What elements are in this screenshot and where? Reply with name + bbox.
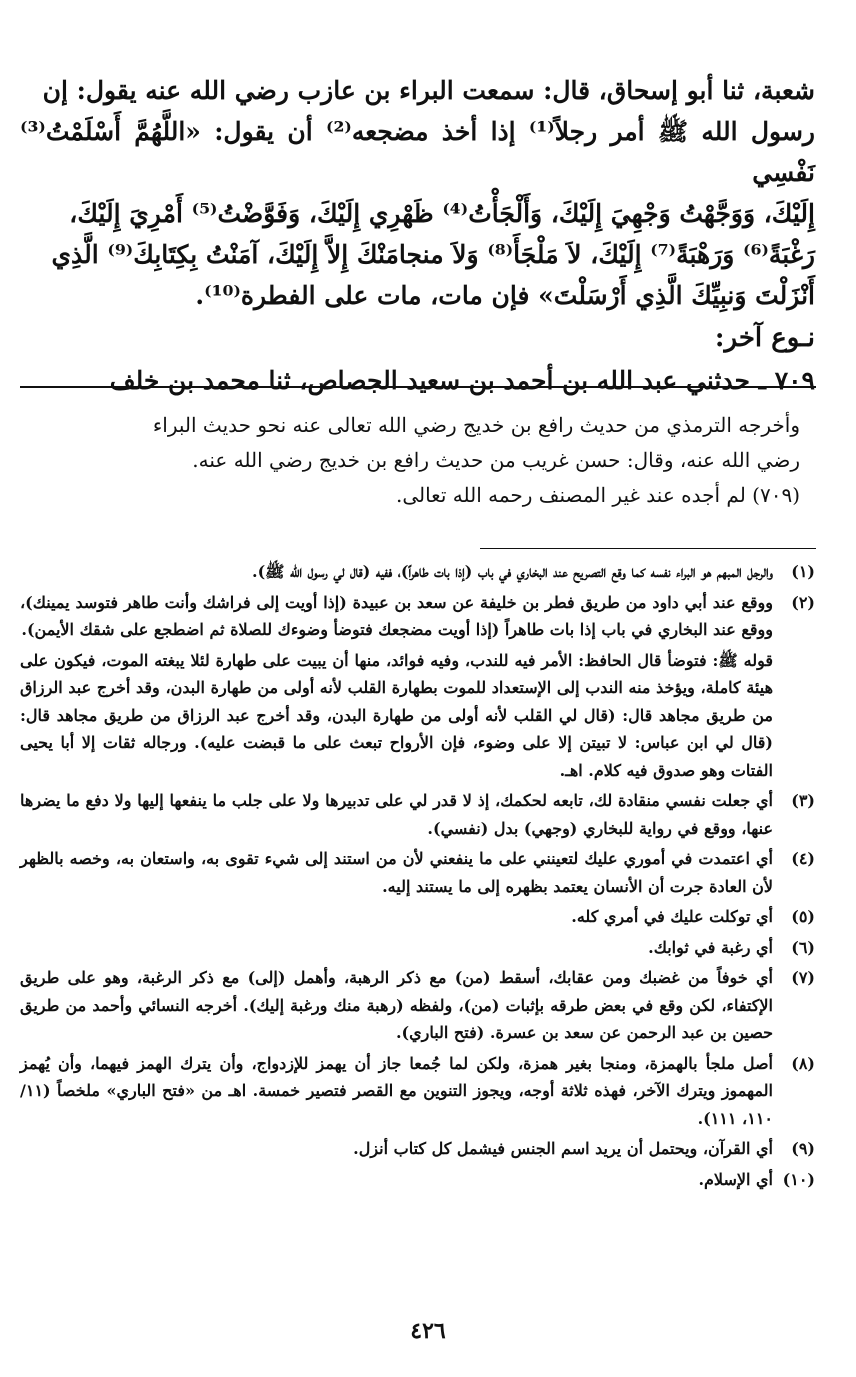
- main-line: إِلَيْكَ، وَوَجَّهْتُ وَجْهِيَ إِلَيْكَ، وَأَلْجَأْتُ⁽⁴⁾ ظَهْرِي إِلَيْكَ، وَفَوَّضْتُ⁽⁵⁾ أَمْرِيَ إِلَيْكَ،: [69, 199, 815, 228]
- footnote: [20, 1166, 815, 1194]
- footnote-divider: [480, 548, 816, 549]
- footnote-text: ووقع عند أبي داود من طريق فطر بن خليفة عن سعد بن عبيدة (إذا أويت إلى فراشك وأنت طاهر فتوسد يمينك)، ووقع عند البخاري في باب إذا بات طاهراً (إذا أويت مضجعك فتوضأ وضوءك للصلاة ثم اضطجع على شقك الأيمن).: [20, 592, 773, 639]
- footnote: [20, 845, 815, 900]
- footnote-text: أي القرآن، ويحتمل أن يريد اسم الجنس فيشمل كل كتاب أنزل.: [353, 1139, 773, 1158]
- footnote: [20, 1050, 815, 1133]
- footnote-number: (١): [791, 562, 815, 581]
- footnote: [20, 903, 815, 931]
- footnote: [20, 1135, 815, 1163]
- footnote-continuation: [20, 647, 815, 785]
- footnotes: [20, 558, 815, 1196]
- takhrij-line: وأخرجه الترمذي من حديث رافع بن خديج رضي الله تعالى عنه نحو حديث البراء: [152, 413, 800, 437]
- footnote-text: أي خوفاً من غضبك ومن عقابك، أسقط (من) مع ذكر الرهبة، وأهمل (إلى) مع ذكر الرغبة، وهو على طريق الإكتفاء، لكن وقع في بعض طرقه بإثبات (من)، ولفظه (رهبة منك ورغبة إليك). أخرجه النسائي وأحمد من طريق حصين بن عبد الرحمن عن سعد بن عسرة. (فتح الباري).: [20, 968, 773, 1042]
- footnote-text: أي الإسلام.: [698, 1169, 773, 1189]
- footnote: [20, 787, 815, 842]
- footnote-number: (٧): [791, 968, 815, 987]
- footnote-text: والرجل المبهم هو البراء نفسه كما وقع التصريح عند البخاري في باب (إذا بات طاهراً)، ففيه (قال لي رسول الله ﷺ).: [252, 562, 773, 581]
- takhrij-line: (٧٠٩) لم أجده عند غير المصنف رحمه الله تعالى.: [395, 483, 800, 507]
- footnote: [20, 558, 815, 586]
- footnote-text: أي رغبة في ثوابك.: [648, 937, 773, 957]
- main-line: رَغْبَةً⁽⁶⁾ وَرَهْبَةً⁽⁷⁾ إِلَيْكَ، لاَ مَلْجَأَ⁽⁸⁾ وَلاَ منجامَنْكَ إِلاَّ إِلَيْكَ، آمَنْتُ بِكِتَابِكَ⁽⁹⁾ الَّذِي: [51, 240, 815, 269]
- footnote-number: (٤): [791, 849, 815, 868]
- footnote-number: (٣): [791, 791, 815, 810]
- footnote-number: (١٠): [782, 1169, 815, 1189]
- footnote-text: أي توكلت عليك في أمري كله.: [571, 907, 773, 926]
- main-line: رسول الله ﷺ أمر رجلاً⁽¹⁾ إذا أخذ مضجعه⁽²⁾ أن يقول: «اللَّهُمَّ أَسْلَمْتُ⁽³⁾ نَفْسِي: [20, 117, 815, 187]
- takhrij-line: رضي الله عنه، وقال: حسن غريب من حديث رافع بن خديج رضي الله عنه.: [192, 448, 800, 472]
- hadith-line: ٧٠٩ ـ حدثني عبد الله بن أحمد بن سعيد الجصاص، ثنا محمد بن خلف: [109, 366, 815, 395]
- footnote-number: (٥): [791, 907, 815, 926]
- main-text: [20, 70, 815, 404]
- divider-full: [20, 386, 816, 388]
- footnote: [20, 934, 815, 962]
- footnote-text: أي جعلت نفسي منقادة لك، تابعه لحكمك، إذ لا قدر لي على تدبيرها ولا على جلب ما ينفعها إليها ولا دفع ما يضرها عنها، ووقع في رواية للبخاري (وجهي) بدل (نفسي).: [20, 791, 773, 838]
- footnote-number: (٢): [791, 592, 815, 612]
- footnote: [20, 589, 815, 644]
- page-number: ٤٢٦: [410, 1318, 446, 1344]
- section-heading: نـوع آخر:: [714, 323, 815, 353]
- main-line: أَنْزَلْتَ وَنبِيِّكَ الَّذِي أَرْسَلْتَ» فإن مات، مات على الفطرة⁽¹⁰⁾.: [195, 281, 815, 310]
- takhrij-block: [40, 408, 800, 513]
- footnote-number: (٩): [791, 1139, 815, 1158]
- main-line: شعبة، ثنا أبو إسحاق، قال: سمعت البراء بن عازب رضي الله عنه يقول: إن: [42, 76, 815, 105]
- footnote-number: (٨): [791, 1053, 815, 1073]
- footnote-text: أي اعتمدت في أموري عليك لتعينني على ما ينفعني لأن من استند إلى شيء تقوى به، واستعان به، وخصه بالظهر لأن العادة جرت أن الأنسان يعتمد بظهره إلى ما يستند إليه.: [20, 849, 773, 896]
- footnote-text: أصل ملجأ بالهمزة، ومنجا بغير همزة، ولكن لما جُمعا جاز أن يهمز للإزدواج، وأن يترك الهمز فيهما، وأن يُهمز المهموز ويترك الآخر، فهذه ثلاثة أوجه، ويجوز التنوين مع القصر فتصير خمسة. اهـ من «فتح الباري» ملخصاً (١١/ ١١٠، ١١١).: [20, 1053, 774, 1128]
- footnote-number: (٦): [791, 937, 815, 957]
- footnote: [20, 964, 815, 1047]
- footnote-text: قوله ﷺ: فتوضأ قال الحافظ: الأمر فيه للندب، وفيه فوائد، منها أن يبيت على طهارة لئلا يبغته الموت، فيكون على هيئة كاملة، ويؤخذ منه الندب إلى الإستعداد للموت بطهارة القلب لأنه أولى من طهارة البدن، وقد أخرج عبد الرزاق من طريق مجاهد قال: (قال لي القلب لأنه أولى من طهارة البدن، وقد أخرج عبد الرزاق من طريق مجاهد قال: (قال لي ابن عباس: لا تبيتن إلا على وضوء، فإن الأرواح تبعث على ما قبضت عليه). ورجاله ثقات إلا أبا يحيى الفتات وهو صدوق فيه كلام. اهـ.: [20, 650, 773, 780]
